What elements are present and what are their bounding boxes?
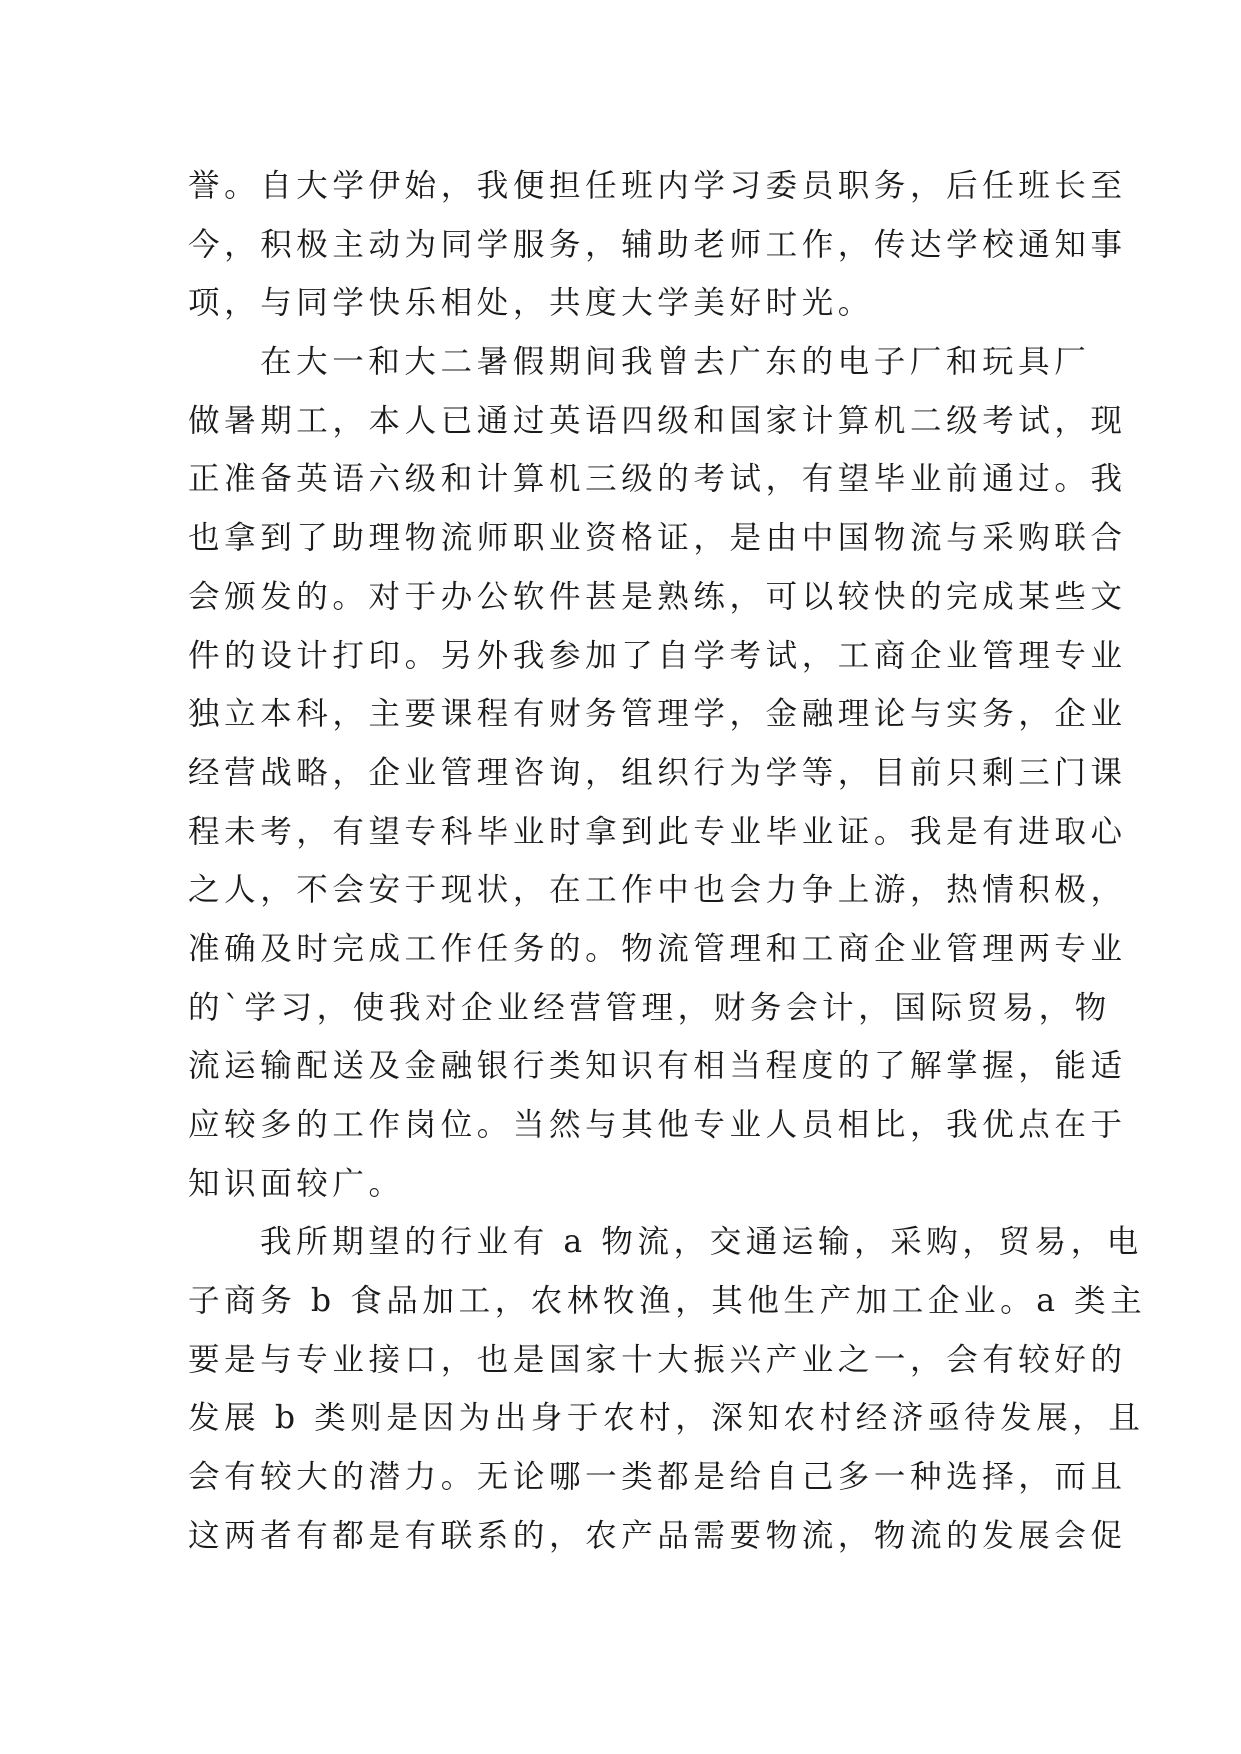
text-line: 今，积极主动为同学服务，辅助老师工作，传达学校通知事 [188,226,1127,263]
text-line: 要是与专业接口，也是国家十大振兴产业之一，会有较好的 [188,1341,1127,1378]
text-line: 应较多的工作岗位。当然与其他专业人员相比，我优点在于 [188,1107,1127,1143]
paragraph-3 [188,1213,1147,1565]
text-line: 会颁发的。对于办公软件甚是熟练，可以较快的完成某些文 [188,578,1127,615]
text-line: 会有较大的潜力。无论哪一类都是给自己多一种选择，而且 [188,1459,1127,1496]
paragraph-2 [188,333,1127,1213]
body-text [188,157,1147,1566]
text-line: 子商务 b 食品加工，农林牧渔，其他生产加工企业。a 类主 [188,1283,1147,1320]
paragraph-1 [188,157,1127,333]
text-line: 项，与同学快乐相处，共度大学美好时光。 [188,285,874,322]
text-line: 件的设计打印。另外我参加了自学考试，工商企业管理专业 [188,637,1127,674]
text-line: 我所期望的行业有 a 物流，交通运输，采购，贸易，电 [260,1224,1143,1261]
text-line: 也拿到了助理物流师职业资格证，是由中国物流与采购联合 [188,520,1127,557]
text-line: 经营战略，企业管理咨询，组织行为学等，目前只剩三门课 [188,754,1127,791]
text-line: 做暑期工，本人已通过英语四级和国家计算机二级考试，现 [188,402,1127,439]
text-line: 准确及时完成工作任务的。物流管理和工商企业管理两专业 [188,930,1127,967]
text-line: 流运输配送及金融银行类知识有相当程度的了解掌握，能适 [188,1048,1127,1085]
text-line: 之人，不会安于现状，在工作中也会力争上游，热情积极， [188,872,1127,909]
text-line: 的`学习，使我对企业经营管理，财务会计，国际贸易，物 [188,989,1111,1026]
text-line: 正准备英语六级和计算机三级的考试，有望毕业前通过。我 [188,461,1127,498]
text-line: 在大一和大二暑假期间我曾去广东的电子厂和玩具厂 [260,344,1091,381]
text-line: 誉。自大学伊始，我便担任班内学习委员职务，后任班长至 [188,168,1127,204]
text-line: 程未考，有望专科毕业时拿到此专业毕业证。我是有进取心 [188,813,1127,850]
text-line: 这两者有都是有联系的，农产品需要物流，物流的发展会促 [188,1517,1127,1554]
text-line: 知识面较广。 [188,1165,405,1202]
text-line: 独立本科，主要课程有财务管理学，金融理论与实务，企业 [188,696,1127,733]
text-line: 发展 b 类则是因为出身于农村，深知农村经济亟待发展，且 [188,1400,1145,1437]
